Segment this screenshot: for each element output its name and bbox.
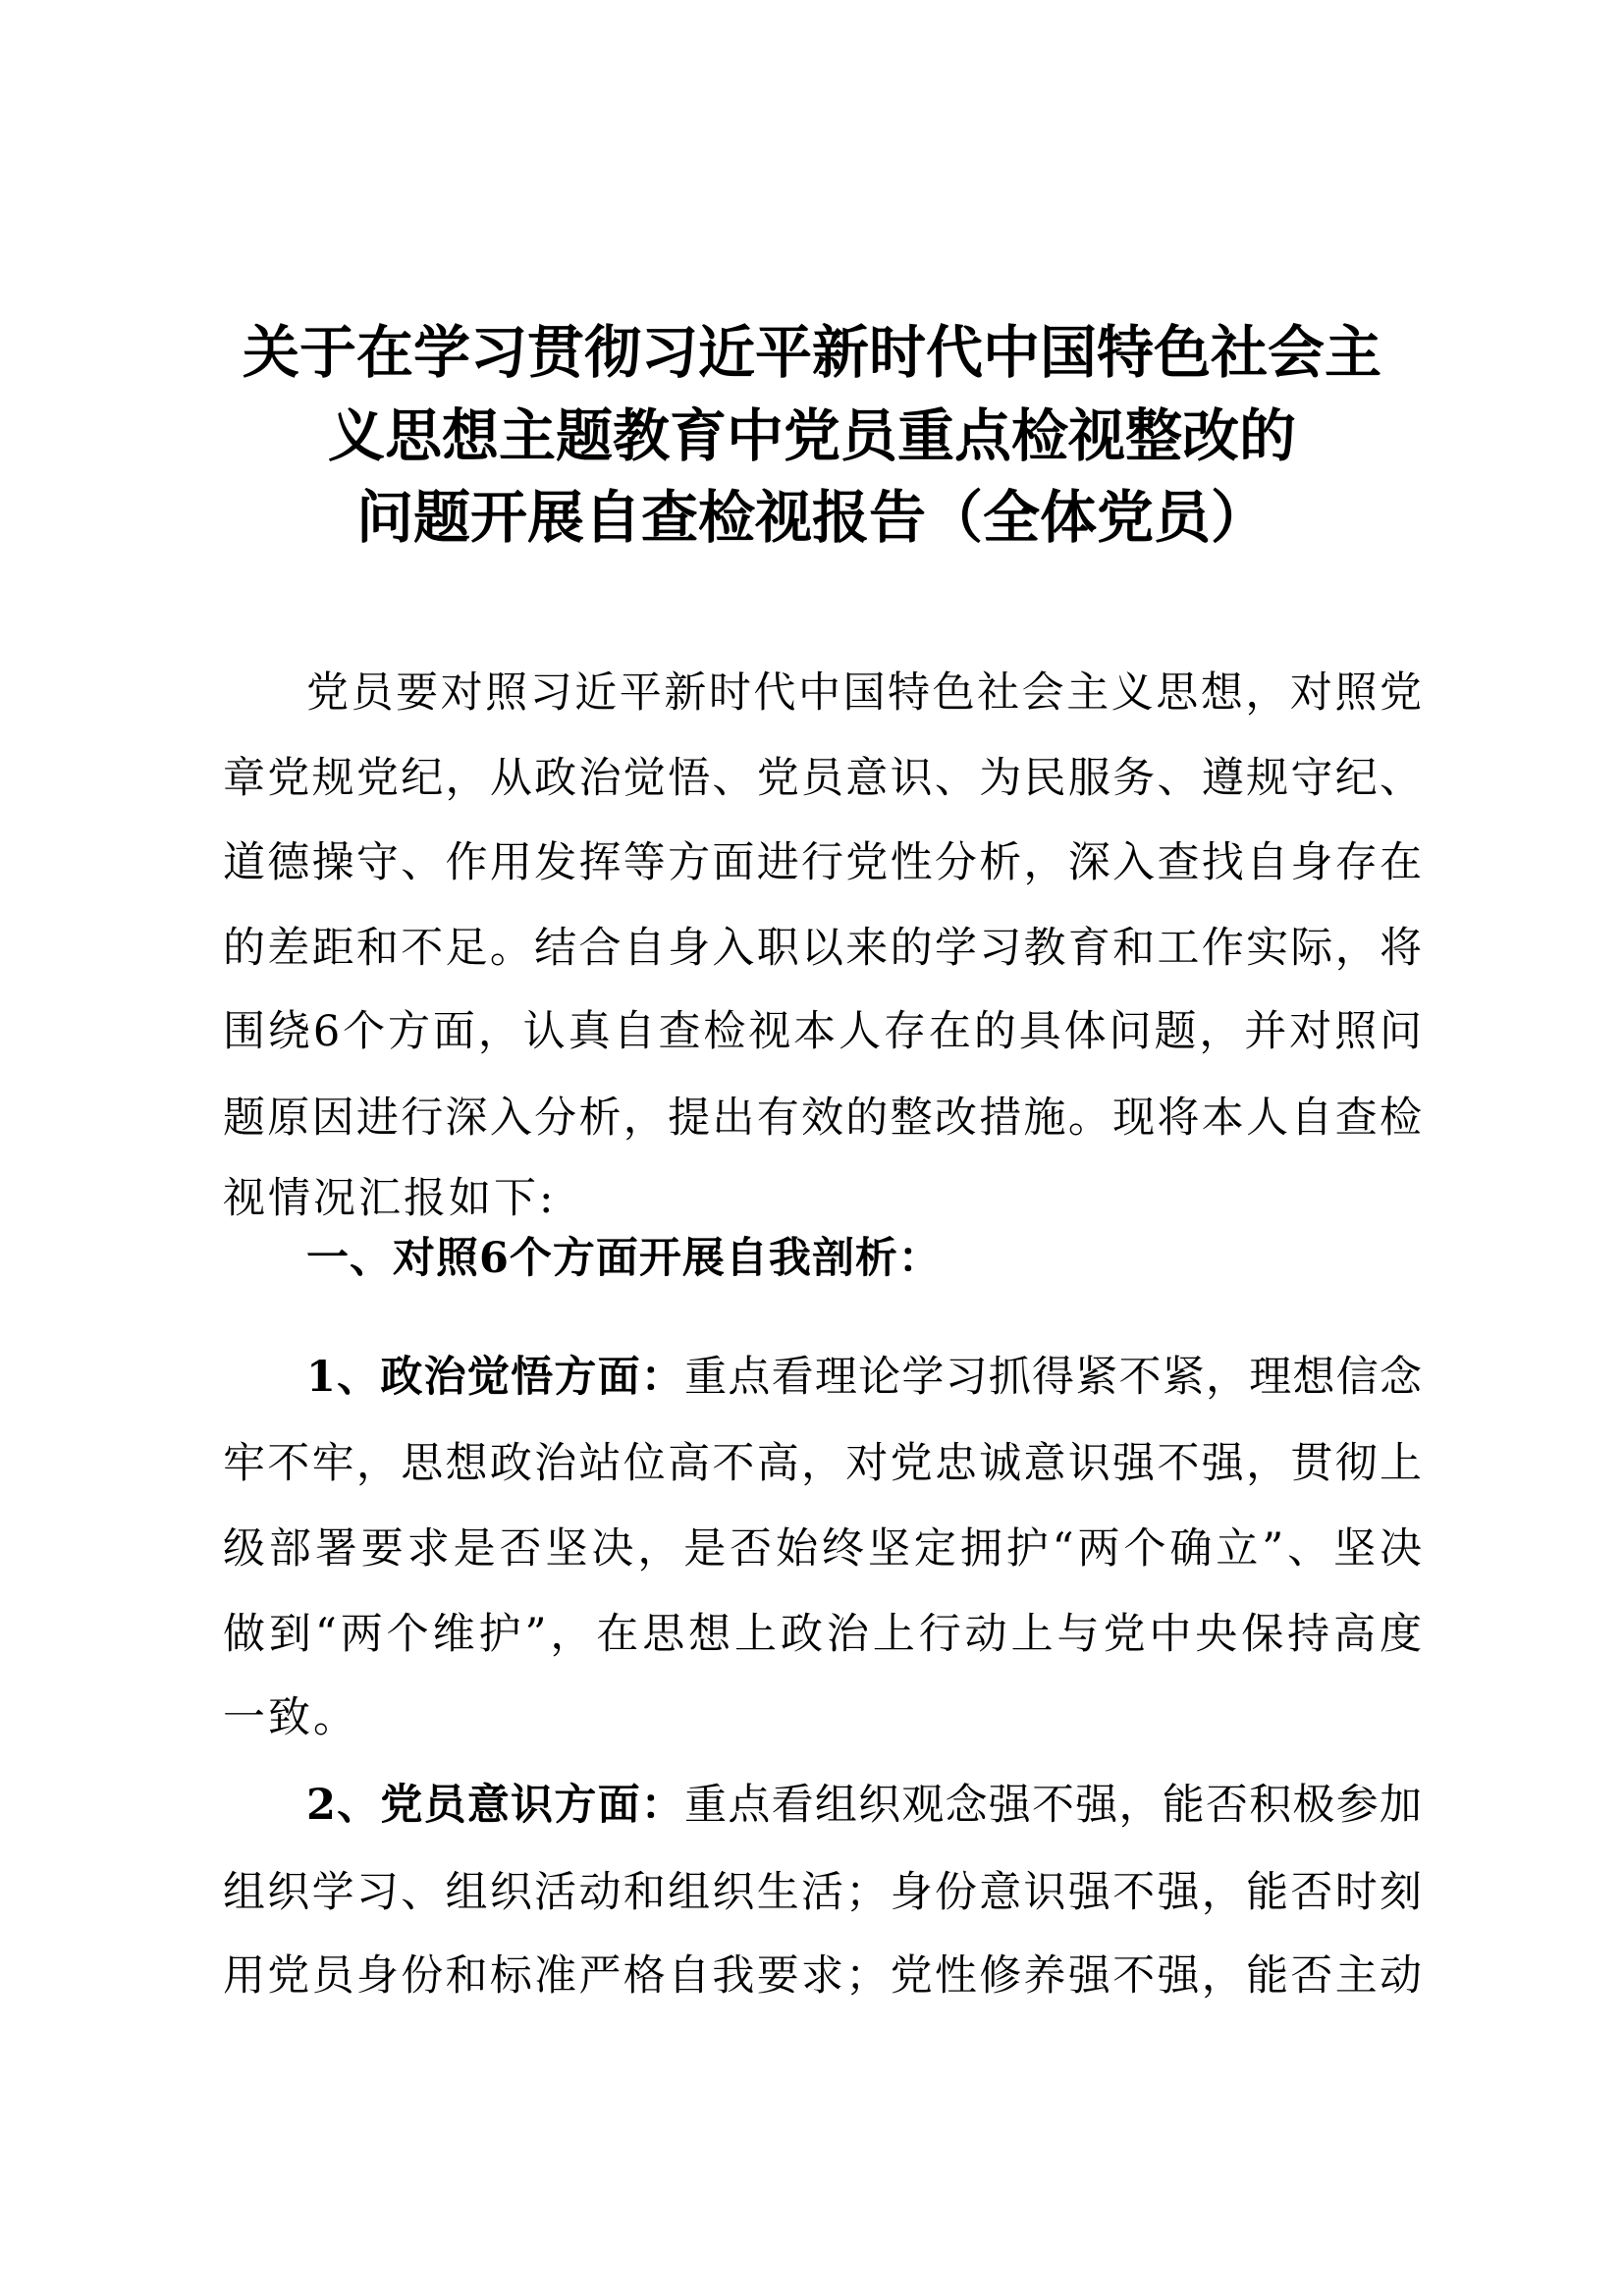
- paragraph-line: 用党员身份和标准严格自我要求；党性修养强不强，能否主动: [223, 1951, 1422, 2001]
- title-line: 义思想主题教育中党员重点检视整改的: [327, 402, 1296, 469]
- paragraph-line: 级部署要求是否坚决，是否始终坚定拥护“两个确立”、坚决: [223, 1524, 1422, 1574]
- paragraph-line: 牢不牢，思想政治站位高不高，对党忠诚意识强不强，贯彻上: [223, 1439, 1422, 1488]
- item-text: 重点看组织观念强不强，能否积极参加: [684, 1781, 1422, 1830]
- paragraph-line: 围绕6个方面，认真自查检视本人存在的具体问题，并对照问: [223, 1007, 1422, 1056]
- paragraph-line: 一致。: [223, 1693, 358, 1742]
- title-line: 问题开展自查检视报告（全体党员）: [355, 484, 1268, 551]
- paragraph-line: 道德操守、作用发挥等方面进行党性分析，深入查找自身存在: [223, 838, 1422, 887]
- section-heading: 一、对照6个方面开展自我剖析：: [306, 1234, 942, 1283]
- paragraph-line: 的差距和不足。结合自身入职以来的学习教育和工作实际，将: [223, 924, 1422, 973]
- item-label: 1、政治觉悟方面：: [306, 1353, 685, 1402]
- paragraph-line: 章党规党纪，从政治觉悟、党员意识、为民服务、遵规守纪、: [223, 754, 1422, 803]
- item-text: 重点看理论学习抓得紧不紧，理想信念: [684, 1353, 1422, 1402]
- paragraph-line: [306, 1335, 1422, 1419]
- paragraph-line: 题原因进行深入分析，提出有效的整改措施。现将本人自查检: [223, 1094, 1422, 1143]
- paragraph-line: 组织学习、组织活动和组织生活；身份意识强不强，能否时刻: [223, 1868, 1422, 1917]
- title-line: 关于在学习贯彻习近平新时代中国特色社会主: [242, 319, 1381, 386]
- item-label: 2、党员意识方面：: [306, 1781, 685, 1830]
- paragraph-line: [306, 1763, 1422, 1847]
- paragraph-line: 视情况汇报如下:: [223, 1174, 557, 1223]
- paragraph-line: 做到“两个维护”，在思想上政治上行动上与党中央保持高度: [223, 1610, 1422, 1659]
- paragraph-line: 党员要对照习近平新时代中国特色社会主义思想，对照党: [306, 668, 1422, 718]
